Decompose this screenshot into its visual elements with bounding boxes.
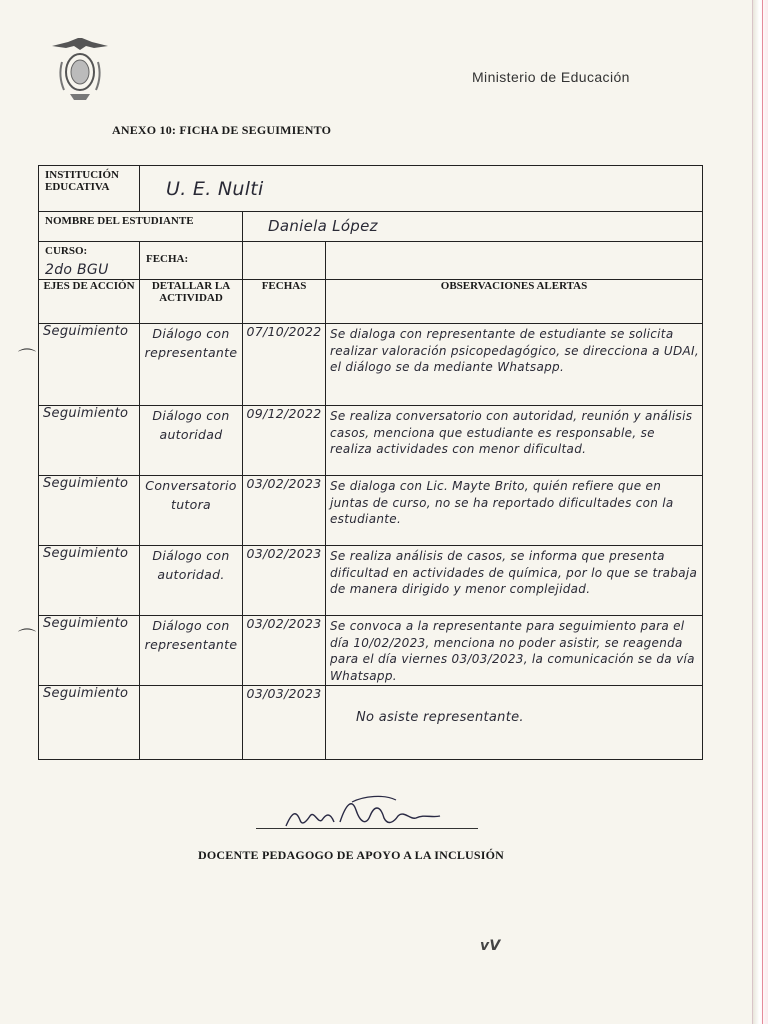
course-cell: [39, 242, 140, 280]
row-eje: Seguimiento: [43, 406, 129, 421]
institution-value: U. E. Nulti: [166, 178, 264, 200]
table-row: [39, 406, 703, 476]
table-row: [39, 686, 703, 760]
date-label: FECHA:: [146, 253, 189, 265]
row-fecha: 07/10/2022: [246, 324, 322, 339]
institution-value-cell: [140, 166, 703, 212]
institution-label-cell: [39, 166, 140, 212]
row-actividad: Diálogo con autoridad: [152, 408, 230, 442]
row-actividad: Diálogo con representante: [144, 326, 238, 360]
date-value-cell: [326, 242, 703, 280]
row-observacion: Se convoca a la representante para seguimiento para el día 10/02/2023, menciona no poder asistir, se reagenda para el día viernes 03/03/2023, la comunicación se da vía Whatsapp.: [330, 619, 695, 683]
student-label-cell: [39, 212, 243, 242]
handwritten-initials: vV: [480, 938, 501, 954]
row-observacion: Se dialoga con Lic. Mayte Brito, quién refiere que en juntas de curso, no se ha reportado dificultades con la estudiante.: [330, 479, 674, 526]
row-eje: Seguimiento: [43, 476, 129, 491]
table-row: [39, 546, 703, 616]
margin-tick-mark: ⌒: [18, 628, 36, 648]
row-eje: Seguimiento: [43, 616, 129, 631]
course-label: CURSO:: [45, 245, 88, 257]
date-label-cell: [140, 242, 243, 280]
document-title: ANEXO 10: FICHA DE SEGUIMIENTO: [112, 123, 332, 137]
signature-label: DOCENTE PEDAGOGO DE APOYO A LA INCLUSIÓN: [198, 848, 505, 862]
row-observacion: Se realiza análisis de casos, se informa que presenta dificultad en actividades de química, por lo que se trabaja de manera dirigido y menor complejidad.: [330, 549, 698, 596]
row-fecha: 03/02/2023: [246, 616, 322, 631]
student-value: Daniela López: [268, 217, 378, 235]
ministry-name: Ministerio de Educación: [472, 69, 630, 85]
course-value: 2do BGU: [45, 262, 109, 278]
row-fecha: 09/12/2022: [246, 406, 322, 421]
row-observacion: No asiste representante.: [356, 710, 524, 725]
row-fecha: 03/02/2023: [246, 476, 322, 491]
page-edge: [752, 0, 768, 1024]
table-row: [39, 324, 703, 406]
row-fecha: 03/03/2023: [246, 686, 322, 701]
row-eje: Seguimiento: [43, 686, 129, 701]
student-value-cell: [243, 212, 703, 242]
col-header-observaciones: OBSERVACIONES ALERTAS: [326, 280, 703, 324]
signature-line: [256, 828, 478, 829]
margin-tick-mark: ⌒: [18, 348, 36, 368]
student-label: NOMBRE DEL ESTUDIANTE: [45, 215, 194, 227]
handwritten-signature: [256, 792, 476, 836]
follow-up-form-table: [38, 165, 703, 760]
coat-of-arms-logo: [48, 34, 112, 106]
margin-line: [762, 0, 763, 1024]
row-actividad: Diálogo con representante: [144, 618, 238, 652]
row-actividad: Diálogo con autoridad.: [152, 548, 230, 582]
row-eje: Seguimiento: [43, 546, 129, 561]
table-row: [39, 476, 703, 546]
col-header-ejes: EJES DE ACCIÓN: [39, 280, 140, 324]
col-header-fechas: FECHAS: [243, 280, 326, 324]
institution-label: INSTITUCIÓN EDUCATIVA: [45, 169, 119, 193]
date-blank-cell: [243, 242, 326, 280]
row-observacion: Se realiza conversatorio con autoridad, reunión y análisis casos, menciona que estudiante es responsable, se realiza actividades con menor dificultad.: [330, 409, 693, 456]
table-row: [39, 616, 703, 686]
col-header-detallar: DETALLAR LA ACTIVIDAD: [140, 280, 243, 324]
row-observacion: Se dialoga con representante de estudiante se solicita realizar valoración psicopedagógico, se direcciona a UDAI, el diálogo se da mediante Whatsapp.: [330, 327, 699, 374]
row-actividad: Conversatorio tutora: [145, 478, 237, 512]
row-eje: Seguimiento: [43, 324, 129, 339]
row-fecha: 03/02/2023: [246, 546, 322, 561]
